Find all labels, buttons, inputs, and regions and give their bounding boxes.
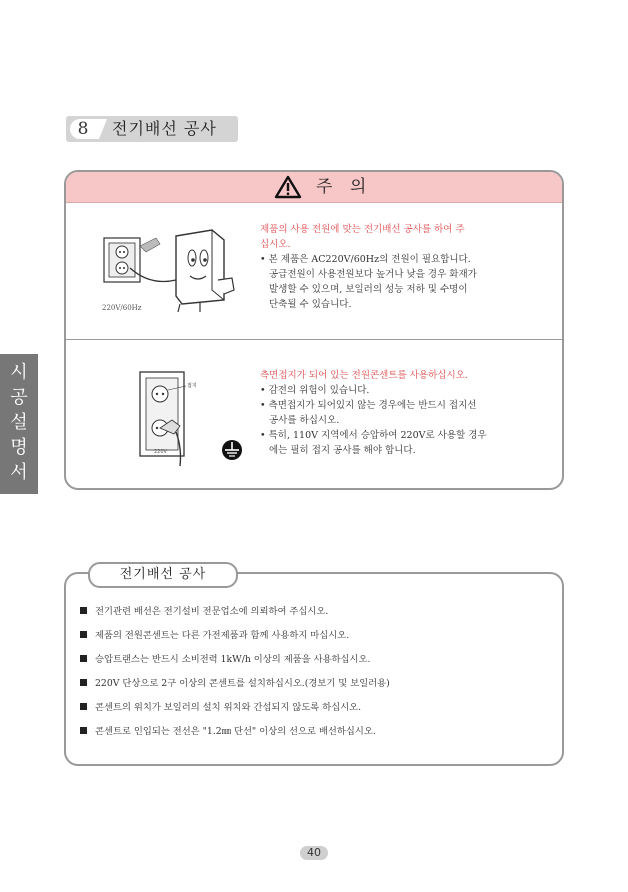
caution-item-2-heading: 측면접지가 되어 있는 전원콘센트를 사용하십시오.: [260, 370, 468, 381]
square-bullet-icon: [80, 679, 87, 686]
section-number: 8: [70, 119, 96, 139]
list-item: [80, 725, 390, 749]
square-bullet-icon: [80, 631, 87, 638]
list-item-text: 제품의 전원콘센트는 다른 가전제품과 함께 사용하지 마십시오.: [95, 630, 350, 641]
list-item-text: 승압트랜스는 반드시 소비전력 1kW/h 이상의 제품을 사용하십시오.: [95, 654, 371, 665]
list-item: [80, 605, 390, 629]
section-heading: [66, 116, 238, 142]
ground-symbol-icon: [222, 440, 242, 460]
side-tab-char: 명: [10, 437, 28, 458]
caution-title: 주 의: [316, 177, 373, 197]
side-tab-manual-type: [0, 354, 38, 494]
list-item: [80, 653, 390, 677]
side-tab-char: 공: [10, 387, 28, 408]
square-bullet-icon: [80, 703, 87, 710]
caution-item-2-bullet-3-detail: 에는 필히 접지 공사를 해야 합니다.: [269, 445, 416, 456]
square-bullet-icon: [80, 607, 87, 614]
side-tab-char: 서: [10, 462, 28, 483]
caution-header: [66, 172, 562, 203]
warning-triangle-icon: [274, 175, 302, 199]
caution-item-1-heading-line-2: 십시오.: [260, 239, 291, 250]
ground-label: 접지: [187, 383, 197, 389]
caution-item-2: [260, 368, 556, 458]
figure-caption: 220V/60Hz: [102, 304, 142, 312]
caution-item-1: [260, 222, 552, 312]
caution-item-1-detail-1: 공급전원이 사용전원보다 높거나 낮을 경우 화재가: [269, 269, 477, 280]
caution-divider: [66, 339, 562, 340]
caution-item-1-bullet: • 본 제품은 AC220V/60Hz의 전원이 필요합니다.: [260, 254, 471, 265]
list-item: [80, 701, 390, 725]
side-tab-char: 설: [10, 412, 28, 433]
square-bullet-icon: [80, 655, 87, 662]
caution-item-2-bullet-2: • 측면접지가 되어있지 않는 경우에는 반드시 접지선: [260, 400, 477, 411]
caution-item-2-bullet-2-detail: 공사를 하십시오.: [269, 415, 340, 426]
caution-item-1-detail-3: 단축될 수 있습니다.: [269, 299, 352, 310]
list-item-text: 220V 단상으로 2구 이상의 콘센트를 설치하십시오.(경보기 및 보일러용): [95, 678, 390, 689]
page-number: 40: [300, 846, 328, 860]
list-item: [80, 677, 390, 701]
list-item-text: 콘센트의 위치가 보일러의 설치 위치와 간섭되지 않도록 하십시오.: [95, 702, 362, 713]
list-item-text: 전기관련 배선은 전기설비 전문업소에 의뢰하여 주십시오.: [95, 606, 329, 617]
list-item-text: 콘센트로 인입되는 전선은 "1.2㎜ 단선" 이상의 선으로 배선하십시오.: [95, 726, 376, 737]
section-title: 전기배선 공사: [112, 119, 217, 138]
caution-item-2-bullet-1: • 감전의 위험이 있습니다.: [260, 385, 370, 396]
power-outlet-illustration: [100, 216, 250, 316]
list-item: [80, 629, 390, 653]
caution-box: [64, 170, 564, 490]
wiring-title: 전기배선 공사: [88, 562, 238, 588]
grounded-outlet-illustration: [136, 368, 256, 472]
wiring-list: [80, 605, 390, 749]
caution-item-1-heading-line-1: 제품의 사용 전원에 맞는 전기배선 공사를 하여 주: [260, 224, 465, 235]
caution-item-2-bullet-3: • 특히, 110V 지역에서 승압하여 220V로 사용할 경우: [260, 430, 487, 441]
caution-item-1-detail-2: 발생할 수 있으며, 보일러의 성능 저하 및 수명이: [269, 284, 468, 295]
square-bullet-icon: [80, 727, 87, 734]
side-tab-char: 시: [10, 362, 28, 383]
voltage-label: 220V: [154, 449, 167, 455]
